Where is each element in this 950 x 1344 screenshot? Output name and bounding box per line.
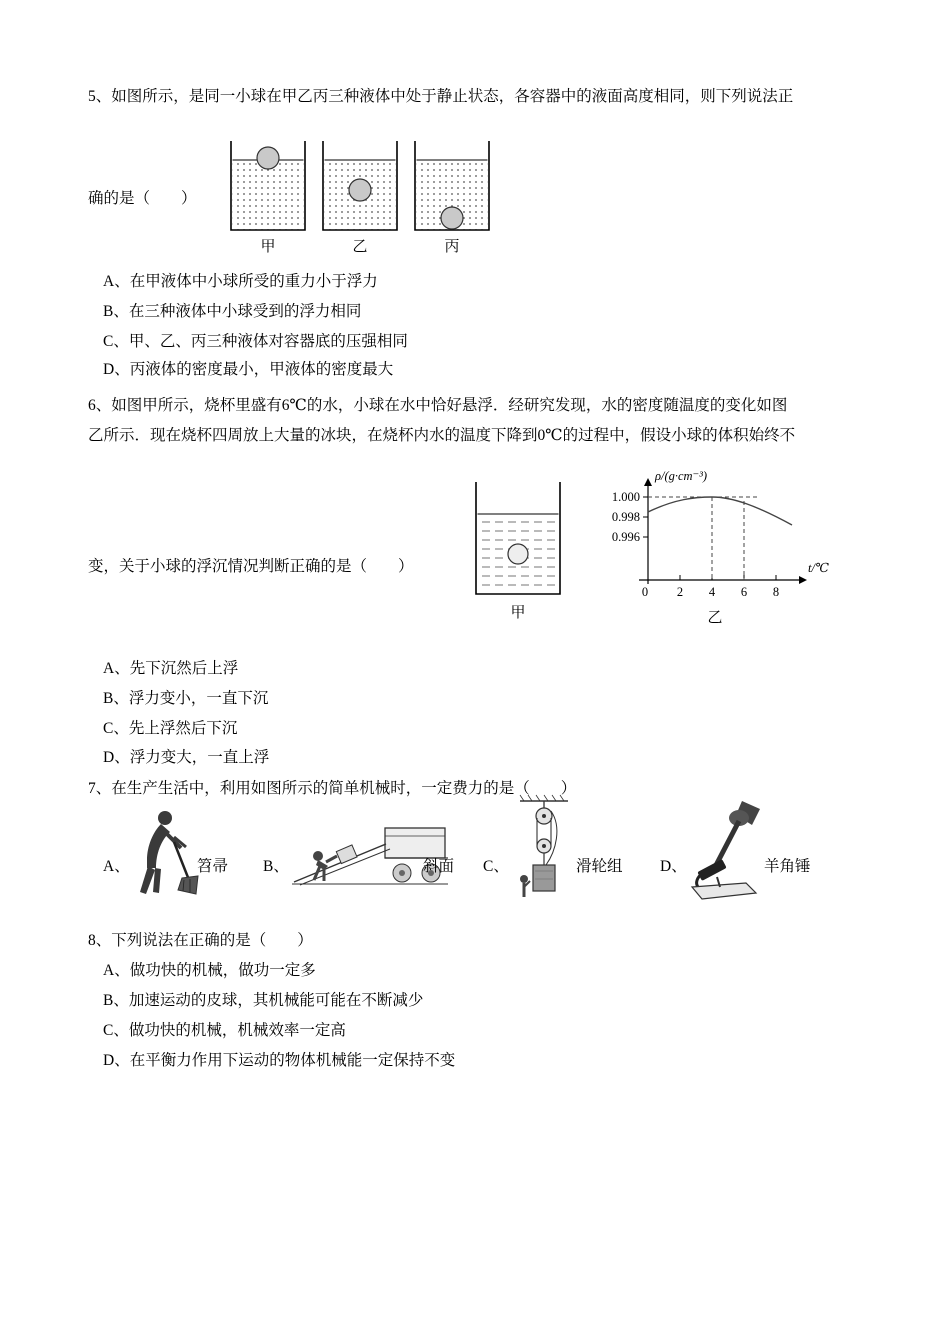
q5-stem-line1: 5、如图所示，是同一小球在甲乙丙三种液体中处于静止状态，各容器中的液面高度相同，则下列说法正 [88, 88, 794, 105]
hand [729, 801, 760, 826]
graph-xlabel: t/℃ [808, 561, 829, 575]
q6-graph-label: 乙 [707, 610, 723, 626]
ceiling [520, 795, 568, 801]
graph-ylabel: ρ/(g·cm⁻³) [655, 469, 708, 483]
q6-option-a: A、先下沉然后上浮 [103, 660, 239, 677]
beaker-label-yi: 乙 [352, 239, 368, 255]
graph-ytick-2: 0.998 [611, 510, 640, 524]
q7-item-label-c: C、 [483, 858, 509, 875]
q7-item-name-a: 笤帚 [197, 858, 229, 875]
q5-figure [230, 138, 490, 263]
graph-xtick-6: 6 [740, 585, 748, 599]
q6-stem-line3: 变，关于小球的浮沉情况判断正确的是（ ） [88, 558, 414, 575]
q5-option-c: C、甲、乙、丙三种液体对容器底的压强相同 [103, 333, 408, 350]
hammer-figure [684, 801, 766, 906]
graph-xtick-4: 4 [708, 585, 716, 599]
q6-density-graph [595, 468, 830, 635]
q8-option-b: B、加速运动的皮球，其机械能可能在不断减少 [103, 992, 424, 1009]
q7-item-label-b: B、 [263, 858, 289, 875]
q8-option-d: D、在平衡力作用下运动的物体机械能一定保持不变 [103, 1052, 456, 1069]
q7-item-name-d: 羊角锤 [764, 858, 811, 875]
beaker-jia-figure [231, 141, 305, 255]
beaker-label-bing: 丙 [444, 239, 460, 255]
q7-item-label-d: D、 [660, 858, 687, 875]
broom [174, 842, 198, 894]
graph-ytick-1: 1.000 [611, 490, 640, 504]
incline-figure [290, 804, 455, 897]
hanging-weight [533, 853, 555, 891]
q6-option-d: D、浮力变大，一直上浮 [103, 749, 270, 766]
q6-beaker-figure [468, 482, 568, 627]
graph-xtick-0: 0 [641, 585, 649, 599]
q5-option-d: D、丙液体的密度最小，甲液体的密度最大 [103, 361, 394, 378]
graph-ytick-3: 0.996 [611, 530, 640, 544]
suspended-ball [349, 179, 371, 201]
q7-item-name-b: 斜面 [423, 858, 455, 875]
q8-option-c: C、做功快的机械，机械效率一定高 [103, 1022, 346, 1039]
board-and-nail [692, 877, 756, 899]
graph-xtick-2: 2 [676, 585, 684, 599]
q8-stem: 8、下列说法在正确的是（ ） [88, 932, 313, 949]
q6-stem-line1: 6、如图甲所示，烧杯里盛有6℃的水，小球在水中恰好悬浮．经研究发现，水的密度随温度的变化如图 [88, 397, 788, 414]
q8-option-a: A、做功快的机械，做功一定多 [103, 962, 316, 979]
floating-ball [257, 147, 279, 169]
beaker-bing-figure [415, 141, 489, 255]
q5-option-b: B、在三种液体中小球受到的浮力相同 [103, 303, 362, 320]
q5-option-a: A、在甲液体中小球所受的重力小于浮力 [103, 273, 378, 290]
q6-stem-line2: 乙所示．现在烧杯四周放上大量的冰块，在烧杯内水的温度下降到0℃的过程中，假设小球的体积始终不 [88, 427, 796, 444]
density-curve [648, 497, 792, 525]
pulley-figure [516, 793, 572, 910]
sunk-ball [441, 207, 463, 229]
q6-beaker-label: 甲 [510, 605, 526, 621]
beaker-yi-figure [323, 141, 397, 255]
q6-option-b: B、浮力变小，一直下沉 [103, 690, 269, 707]
suspended-ball [508, 544, 528, 564]
pulling-person [520, 875, 530, 897]
q7-item-label-a: A、 [103, 858, 130, 875]
pushed-load [336, 845, 357, 864]
q7-stem: 7、在生产生活中，利用如图所示的简单机械时，一定费力的是（ ） [88, 780, 577, 797]
q7-item-name-c: 滑轮组 [576, 858, 623, 875]
q6-option-c: C、先上浮然后下沉 [103, 720, 238, 737]
pulleys [536, 801, 557, 865]
q5-stem-line2: 确的是（ ） [88, 190, 197, 207]
graph-xtick-8: 8 [772, 585, 780, 599]
beaker-label-jia: 甲 [260, 239, 276, 255]
broom-figure [132, 806, 204, 903]
